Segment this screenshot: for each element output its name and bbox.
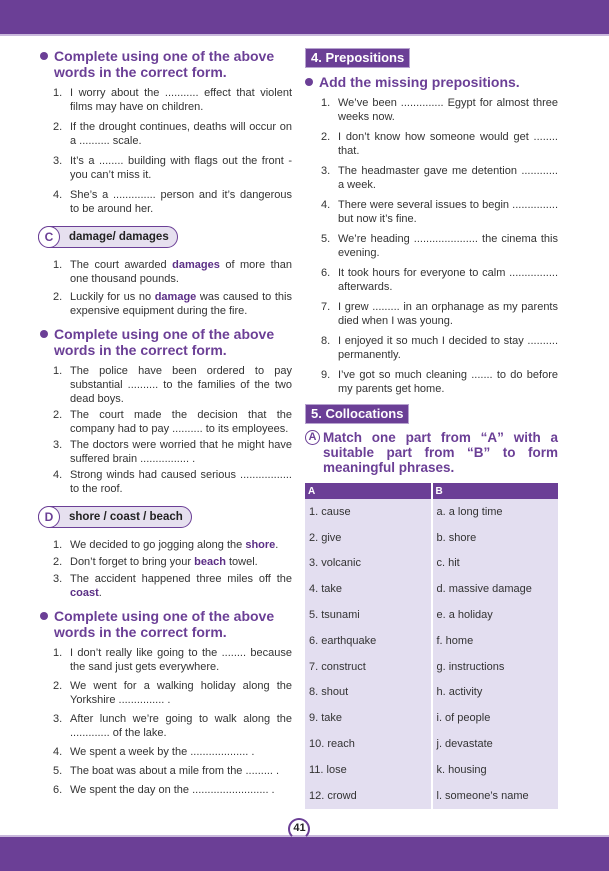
bullet-icon [40,52,48,60]
item-text: I grew ......... in an orphanage as my parents died when I was young. [338,301,558,327]
item-text: We’ve been .............. Egypt for almost three weeks now. [338,97,558,123]
item-text: I worry about the ........... effect that violent films may have on children. [70,87,292,113]
keyword: beach [194,556,226,568]
exercise-heading [40,608,292,640]
list-item [53,572,292,600]
item-text: I enjoyed it so much I decided to stay .......... permanently. [338,335,558,361]
list-item [53,538,292,552]
item-text: We decided to go jogging along the [70,539,246,551]
list-item [53,468,292,496]
pill-letter: C [38,226,60,248]
table-row [305,551,558,577]
item-number: 4. [53,469,63,481]
item-number: 1. [53,87,63,99]
column-a-cell: 8. shout [305,680,431,706]
item-number: 3. [53,155,63,167]
item-text: After lunch we’re going to walk along the ............. of the lake. [70,713,292,739]
list-item [53,555,292,569]
column-b-cell: l. someone’s name [433,783,559,809]
item-number: 2. [53,409,63,421]
footer-band [0,835,609,871]
item-text: I don’t really like going to the ........ because the sand just gets everywhere. [70,647,292,673]
heading-text: Complete using one of the above words in the correct form. [54,326,275,358]
item-number: 5. [321,233,331,245]
item-text: was caused to this expensive equipment during the fire. [70,291,292,317]
table-row [305,783,558,809]
table-row [305,628,558,654]
item-text: Luckily for us no [70,291,155,303]
item-number: 8. [321,335,331,347]
pill-label: shore / coast / beach [69,511,183,523]
item-number: 4. [53,189,63,201]
list-item [321,232,558,260]
column-b-cell: h. activity [433,680,559,706]
item-number: 4. [321,199,331,211]
column-b-cell: k. housing [433,757,559,783]
exercise-heading [305,74,558,90]
column-b-cell: d. massive damage [433,576,559,602]
match-heading [305,430,558,475]
heading-text: Add the missing prepositions. [319,74,520,90]
item-number: 2. [53,680,63,692]
heading-text: Complete using one of the above words in the correct form. [54,48,275,80]
table-row [305,680,558,706]
item-number: 1. [53,539,63,551]
column-b-cell: e. a holiday [433,602,559,628]
column-header-b: B [433,483,559,499]
list-item [321,198,558,226]
item-text: We’re heading ..................... the cinema this evening. [338,233,558,259]
item-number: 6. [321,267,331,279]
list-item [321,266,558,294]
item-number: 2. [321,131,331,143]
item-number: 3. [53,713,63,725]
item-text: There were several issues to begin ............... but now it’s fine. [338,199,558,225]
page-number-text: 41 [293,821,306,834]
item-number: 5. [53,765,63,777]
right-column [305,48,558,809]
list-item [53,646,292,674]
list-item [53,745,292,759]
bullet-icon [305,78,313,86]
table-row [305,757,558,783]
column-b-cell: a. a long time [433,499,559,525]
item-text: The accident happened three miles off the [70,573,292,585]
word-pill-c [38,226,178,248]
keyword: coast [70,587,99,599]
item-text: towel. [225,556,258,568]
list-item [53,679,292,707]
bullet-icon [40,330,48,338]
section-title-collocations: 5. Collocations [305,404,409,424]
item-number: 3. [53,439,63,451]
exercise-heading [40,48,292,80]
item-text: I’ve got so much cleaning ....... to do before my parents get home. [338,369,558,395]
keyword: shore [245,539,276,551]
list-item [53,188,292,216]
keyword: damages [172,259,220,271]
list-item [53,783,292,797]
item-number: 1. [53,365,63,377]
item-number: 2. [53,556,63,568]
item-number: 9. [321,369,331,381]
list-item [321,130,558,158]
column-a-cell: 3. volcanic [305,551,431,577]
item-number: 4. [53,746,63,758]
item-text: It’s a ........ building with flags out the front - you can’t miss it. [70,155,292,181]
item-text: The boat was about a mile from the ......... . [70,765,280,777]
column-a-cell: 4. take [305,576,431,602]
table-row [305,731,558,757]
item-text: If the drought continues, deaths will occur on a .......... scale. [70,121,292,147]
list-item [53,154,292,182]
item-text: She’s a .............. person and it’s dangerous to be around her. [70,189,292,215]
header-band [0,0,609,36]
item-text: . [98,587,102,599]
column-a-cell: 1. cause [305,499,431,525]
item-number: 1. [321,97,331,109]
item-number: 3. [53,573,63,585]
list-item [53,86,292,114]
exercise-list [53,364,292,496]
pill-letter: D [38,506,60,528]
list-item [53,290,292,318]
example-list [53,538,292,600]
column-a-cell: 5. tsunami [305,602,431,628]
section-title-prepositions: 4. Prepositions [305,48,410,68]
example-list [53,258,292,318]
left-column [40,48,292,805]
page-number [287,817,313,835]
item-text: It took hours for everyone to calm ................ afterwards. [338,267,558,293]
table-row [305,525,558,551]
item-number: 2. [53,121,63,133]
list-item [321,96,558,124]
list-item [53,120,292,148]
exercise-list [53,646,292,797]
item-number: 7. [321,301,331,313]
page-content [0,36,609,809]
list-item [53,408,292,436]
item-number: 1. [53,259,63,271]
item-text: We spent the day on the ......................... . [70,784,275,796]
column-a-cell: 7. construct [305,654,431,680]
item-text: The court awarded [70,259,173,271]
item-text: . [275,539,279,551]
item-text: I don’t know how someone would get ........ that. [338,131,558,157]
column-a-cell: 6. earthquake [305,628,431,654]
column-a-cell: 9. take [305,705,431,731]
table-row [305,499,558,525]
column-a-cell: 10. reach [305,731,431,757]
heading-text: Complete using one of the above words in the correct form. [54,608,275,640]
list-item [321,164,558,192]
column-b-cell: b. shore [433,525,559,551]
bullet-icon [40,612,48,620]
list-item [53,258,292,286]
item-text: We went for a walking holiday along the Yorkshire ............... . [70,680,292,706]
pill-label: damage/ damages [69,231,169,243]
exercise-letter: A [305,430,320,445]
item-text: The headmaster gave me detention ............ a week. [338,165,558,191]
column-b-cell: g. instructions [433,654,559,680]
heading-text: Match one part from “A” with a suitable part from “B” to form meaningful phrases. [323,430,558,475]
list-item [53,438,292,466]
table-row [305,576,558,602]
list-item [321,300,558,328]
column-b-cell: j. devastate [433,731,559,757]
exercise-list [53,86,292,216]
column-a-cell: 11. lose [305,757,431,783]
item-text: We spent a week by the ................... . [70,746,255,758]
column-a-cell: 12. crowd [305,783,431,809]
item-number: 3. [321,165,331,177]
item-number: 1. [53,647,63,659]
table-row [305,705,558,731]
column-header-a: A [305,483,431,499]
column-b-cell: c. hit [433,551,559,577]
item-number: 2. [53,291,63,303]
item-text: The police have been ordered to pay substantial .......... to the families of the two dead boys. [70,365,292,405]
item-text: The court made the decision that the company had to pay .......... to its employees. [70,409,292,435]
prepositions-list [321,96,558,396]
word-pill-d [38,506,192,528]
exercise-heading [40,326,292,358]
list-item [53,764,292,778]
list-item [53,364,292,406]
column-b-cell: f. home [433,628,559,654]
column-a-cell: 2. give [305,525,431,551]
match-table [303,483,560,809]
item-text: The doctors were worried that he might have suffered brain ................ . [70,439,292,465]
keyword: damage [154,291,197,303]
item-text: Don’t forget to bring your [70,556,195,568]
table-row [305,602,558,628]
item-text: Strong winds had caused serious ................. to the roof. [70,469,292,495]
item-text: of more than one thousand pounds. [70,259,292,285]
column-b-cell: i. of people [433,705,559,731]
list-item [53,712,292,740]
item-number: 6. [53,784,63,796]
list-item [321,368,558,396]
table-row [305,654,558,680]
list-item [321,334,558,362]
